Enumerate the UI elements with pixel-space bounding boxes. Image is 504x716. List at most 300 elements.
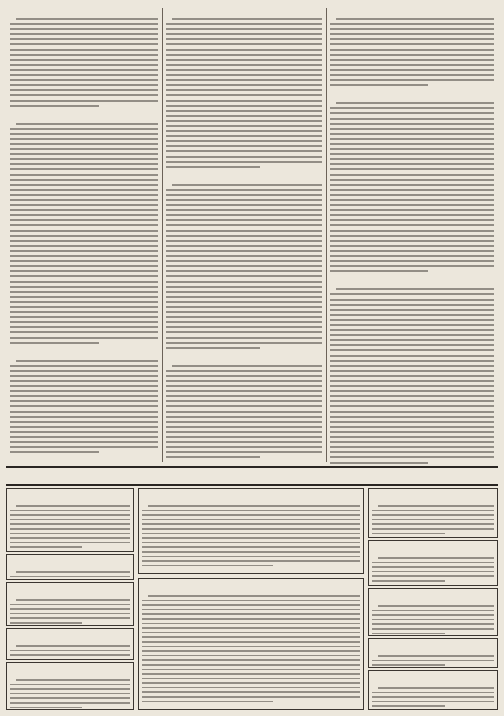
text-line: [166, 326, 322, 328]
text-line: [142, 655, 360, 657]
text-line: [330, 209, 494, 211]
text-line: [330, 375, 494, 377]
text-line: [330, 370, 494, 372]
text-line: [166, 286, 322, 288]
text-line: [166, 49, 322, 51]
text-line: [166, 311, 322, 313]
text-line: [166, 451, 322, 453]
text-line: [166, 135, 322, 137]
text-line: [10, 133, 158, 135]
text-line: [330, 143, 494, 145]
text-line: [330, 309, 494, 311]
article: [330, 8, 494, 86]
text-line: [142, 646, 360, 648]
ad-title: [372, 543, 494, 554]
text-line: [166, 446, 322, 448]
text-line: [166, 140, 322, 142]
text-line: [330, 64, 494, 66]
text-line: [330, 380, 494, 382]
text-line: [10, 436, 158, 438]
text-line: [166, 270, 322, 272]
ad-title: [10, 557, 130, 568]
text-line: [166, 441, 322, 443]
text-line: [10, 291, 158, 293]
text-line: [10, 519, 130, 521]
text-line: [10, 138, 158, 140]
ad-text: [372, 655, 494, 666]
text-line: [10, 43, 158, 45]
text-line: [10, 385, 158, 387]
text-line: [330, 74, 494, 76]
text-line: [166, 436, 322, 438]
text-line: [10, 331, 158, 333]
text-line: [10, 64, 158, 66]
text-line: [330, 112, 494, 114]
text-line: [372, 696, 494, 698]
text-line: [142, 664, 360, 666]
text-line: [142, 701, 273, 703]
text-line: [142, 636, 360, 638]
text-line: [330, 334, 494, 336]
text-line: [10, 158, 158, 160]
news-column-1: [10, 6, 158, 464]
text-line: [10, 576, 130, 578]
text-line: [142, 600, 360, 602]
text-line: [372, 692, 494, 694]
text-line: [166, 245, 322, 247]
text-line: [10, 240, 158, 242]
text-line: [330, 441, 494, 443]
text-line: [166, 84, 322, 86]
text-line: [166, 456, 260, 458]
ad-billig: [368, 670, 498, 710]
text-line: [10, 370, 158, 372]
text-line: [10, 148, 158, 150]
text-line: [330, 390, 494, 392]
text-line: [372, 514, 494, 516]
text-line: [330, 250, 494, 252]
text-line: [166, 275, 322, 277]
text-line: [166, 370, 322, 372]
text-line: [330, 421, 494, 423]
text-line: [166, 321, 322, 323]
text-line: [372, 528, 494, 530]
ad-title: [10, 631, 130, 642]
text-line: [166, 74, 322, 76]
article: [166, 8, 322, 168]
text-line: [330, 446, 494, 448]
text-line: [372, 701, 494, 703]
article-text: [166, 184, 322, 349]
text-line: [10, 219, 158, 221]
text-line: [330, 270, 428, 272]
text-line: [372, 628, 494, 630]
text-line: [10, 659, 82, 660]
text-line: [10, 533, 130, 535]
text-line: [378, 505, 494, 507]
text-line: [166, 120, 322, 122]
text-line: [10, 275, 158, 277]
text-line: [330, 456, 494, 458]
text-line: [16, 571, 130, 573]
text-line: [142, 510, 360, 512]
text-line: [142, 659, 360, 661]
text-line: [330, 436, 494, 438]
text-line: [330, 219, 494, 221]
text-line: [10, 214, 158, 216]
advertiser-masthead: [6, 466, 498, 486]
text-line: [330, 107, 494, 109]
ad-text: [372, 505, 494, 534]
ad-title: [372, 673, 494, 684]
ad-title: [10, 585, 130, 596]
text-line: [330, 54, 494, 56]
text-line: [166, 125, 322, 127]
text-line: [10, 23, 158, 25]
text-line: [166, 431, 322, 433]
ad-text: [10, 679, 130, 708]
article-headline: [330, 278, 494, 286]
text-line: [10, 245, 158, 247]
text-line: [10, 390, 158, 392]
text-line: [166, 301, 322, 303]
text-line: [142, 514, 360, 516]
text-line: [166, 161, 322, 163]
text-line: [330, 43, 494, 45]
text-line: [166, 33, 322, 35]
text-line: [330, 59, 494, 61]
ad-wohnung: [368, 488, 498, 538]
news-column-2: [166, 6, 322, 464]
text-line: [372, 623, 494, 625]
text-line: [10, 224, 158, 226]
text-line: [142, 696, 360, 698]
text-line: [166, 250, 322, 252]
text-line: [166, 224, 322, 226]
news-column-3: [330, 6, 494, 464]
article-text: [166, 18, 322, 168]
text-line: [330, 133, 494, 135]
ad-magazin: [138, 488, 364, 574]
text-line: [372, 664, 445, 666]
text-line: [336, 18, 494, 20]
column-rule: [326, 8, 327, 462]
text-line: [166, 411, 322, 413]
text-line: [330, 123, 494, 125]
text-line: [10, 265, 158, 267]
text-line: [166, 316, 322, 318]
text-line: [330, 405, 494, 407]
ad-text: [142, 595, 360, 702]
text-line: [330, 194, 494, 196]
ad-text: [10, 645, 130, 660]
text-line: [10, 321, 158, 323]
text-line: [166, 156, 322, 158]
text-line: [372, 610, 494, 612]
text-line: [330, 240, 494, 242]
text-line: [330, 299, 494, 301]
text-line: [10, 697, 130, 699]
ad-left-small: [6, 662, 134, 710]
text-line: [330, 174, 494, 176]
text-line: [148, 505, 360, 507]
text-line: [330, 28, 494, 30]
text-line: [166, 79, 322, 81]
text-line: [166, 145, 322, 147]
article-headline: [330, 8, 494, 16]
ad-title: [10, 665, 130, 676]
text-line: [330, 426, 494, 428]
text-line: [372, 523, 494, 525]
text-line: [166, 380, 322, 382]
text-line: [330, 319, 494, 321]
text-line: [336, 288, 494, 290]
text-line: [10, 250, 158, 252]
text-line: [330, 38, 494, 40]
text-line: [172, 184, 322, 186]
text-line: [142, 618, 360, 620]
text-line: [372, 619, 494, 621]
article-headline: [166, 355, 322, 363]
text-line: [166, 426, 322, 428]
text-line: [166, 89, 322, 91]
text-line: [330, 235, 494, 237]
ad-verkauf: [368, 638, 498, 668]
text-line: [166, 265, 322, 267]
ad-title: [10, 491, 130, 502]
text-line: [142, 542, 360, 544]
text-line: [10, 693, 130, 695]
text-line: [372, 633, 445, 635]
text-line: [330, 329, 494, 331]
text-line: [10, 421, 158, 423]
text-line: [330, 69, 494, 71]
text-line: [166, 189, 322, 191]
text-line: [142, 623, 360, 625]
text-line: [142, 669, 360, 671]
ad-title: [142, 491, 360, 502]
text-line: [372, 575, 494, 577]
text-line: [330, 400, 494, 402]
text-line: [330, 385, 494, 387]
text-line: [10, 54, 158, 56]
text-line: [10, 153, 158, 155]
article: [166, 355, 322, 459]
text-line: [142, 682, 360, 684]
text-line: [330, 184, 494, 186]
text-line: [330, 179, 494, 181]
text-line: [142, 678, 360, 680]
text-line: [10, 204, 158, 206]
text-line: [330, 431, 494, 433]
ad-gesucht: [368, 588, 498, 636]
text-line: [16, 505, 130, 507]
article-text: [10, 360, 158, 454]
text-line: [166, 214, 322, 216]
text-line: [330, 324, 494, 326]
text-line: [10, 306, 158, 308]
ad-huete: [368, 540, 498, 586]
text-line: [166, 240, 322, 242]
text-line: [330, 360, 494, 362]
text-line: [10, 537, 130, 539]
text-line: [166, 209, 322, 211]
text-line: [10, 194, 158, 196]
text-line: [10, 688, 130, 690]
text-line: [10, 49, 158, 51]
article-text: [330, 288, 494, 463]
article-text: [330, 18, 494, 86]
text-line: [166, 296, 322, 298]
ad-text: [372, 557, 494, 582]
text-line: [166, 347, 260, 349]
text-line: [10, 128, 158, 130]
text-line: [330, 314, 494, 316]
text-line: [10, 514, 130, 516]
text-line: [166, 59, 322, 61]
ad-text: [10, 599, 130, 624]
ad-wurst: [6, 582, 134, 626]
text-line: [166, 255, 322, 257]
text-line: [142, 632, 360, 634]
text-line: [378, 605, 494, 607]
text-line: [10, 426, 158, 428]
text-line: [330, 344, 494, 346]
article: [330, 278, 494, 463]
text-line: [10, 446, 158, 448]
text-line: [330, 416, 494, 418]
text-line: [166, 230, 322, 232]
article: [166, 174, 322, 349]
text-line: [10, 416, 158, 418]
text-line: [142, 641, 360, 643]
text-line: [10, 311, 158, 313]
text-line: [330, 138, 494, 140]
text-line: [330, 411, 494, 413]
text-line: [10, 342, 99, 344]
text-line: [330, 33, 494, 35]
text-line: [166, 385, 322, 387]
text-line: [166, 110, 322, 112]
text-line: [330, 168, 494, 170]
text-line: [166, 204, 322, 206]
text-line: [166, 130, 322, 132]
text-line: [330, 189, 494, 191]
text-line: [166, 69, 322, 71]
text-line: [142, 613, 360, 615]
text-line: [10, 105, 99, 107]
text-line: [16, 679, 130, 681]
text-line: [10, 189, 158, 191]
text-line: [10, 163, 158, 165]
text-line: [330, 349, 494, 351]
text-line: [172, 365, 322, 367]
text-line: [330, 293, 494, 295]
text-line: [330, 204, 494, 206]
text-line: [10, 365, 158, 367]
text-line: [330, 462, 428, 464]
text-line: [166, 390, 322, 392]
article-headline: [10, 8, 158, 16]
text-line: [10, 542, 130, 544]
column-rule: [162, 8, 163, 462]
text-line: [142, 604, 360, 606]
text-line: [372, 562, 494, 564]
text-line: [16, 360, 158, 362]
text-line: [10, 316, 158, 318]
text-line: [10, 431, 158, 433]
text-line: [330, 84, 428, 86]
text-line: [148, 595, 360, 597]
text-line: [330, 118, 494, 120]
text-line: [166, 291, 322, 293]
text-line: [10, 143, 158, 145]
text-line: [166, 331, 322, 333]
text-line: [142, 673, 360, 675]
text-line: [10, 209, 158, 211]
text-line: [330, 148, 494, 150]
article-text: [10, 18, 158, 107]
text-line: [330, 245, 494, 247]
text-line: [10, 174, 158, 176]
article: [10, 113, 158, 344]
text-line: [10, 235, 158, 237]
ad-kartoffel: [6, 628, 134, 660]
text-line: [166, 115, 322, 117]
text-line: [142, 556, 360, 558]
text-line: [10, 255, 158, 257]
text-line: [166, 64, 322, 66]
text-line: [10, 707, 82, 709]
text-line: [330, 365, 494, 367]
text-line: [10, 650, 130, 652]
text-line: [372, 660, 494, 662]
text-line: [10, 179, 158, 181]
text-line: [142, 523, 360, 525]
text-line: [166, 38, 322, 40]
text-line: [10, 100, 158, 102]
text-line: [10, 301, 158, 303]
text-line: [10, 230, 158, 232]
text-line: [330, 265, 494, 267]
text-line: [336, 102, 494, 104]
text-line: [330, 153, 494, 155]
ad-text: [372, 605, 494, 634]
text-line: [378, 655, 494, 657]
text-line: [10, 375, 158, 377]
text-line: [330, 339, 494, 341]
text-line: [372, 519, 494, 521]
article-text: [166, 365, 322, 459]
text-line: [372, 580, 445, 582]
text-line: [10, 411, 158, 413]
text-line: [10, 38, 158, 40]
text-line: [10, 270, 158, 272]
text-line: [10, 69, 158, 71]
text-line: [10, 451, 99, 453]
text-line: [142, 687, 360, 689]
text-line: [330, 395, 494, 397]
text-line: [330, 355, 494, 357]
text-line: [166, 342, 322, 344]
article-headline: [10, 113, 158, 121]
text-line: [330, 128, 494, 130]
ad-text: [372, 687, 494, 707]
text-line: [166, 337, 322, 339]
text-line: [142, 528, 360, 530]
text-line: [10, 441, 158, 443]
text-line: [330, 451, 494, 453]
